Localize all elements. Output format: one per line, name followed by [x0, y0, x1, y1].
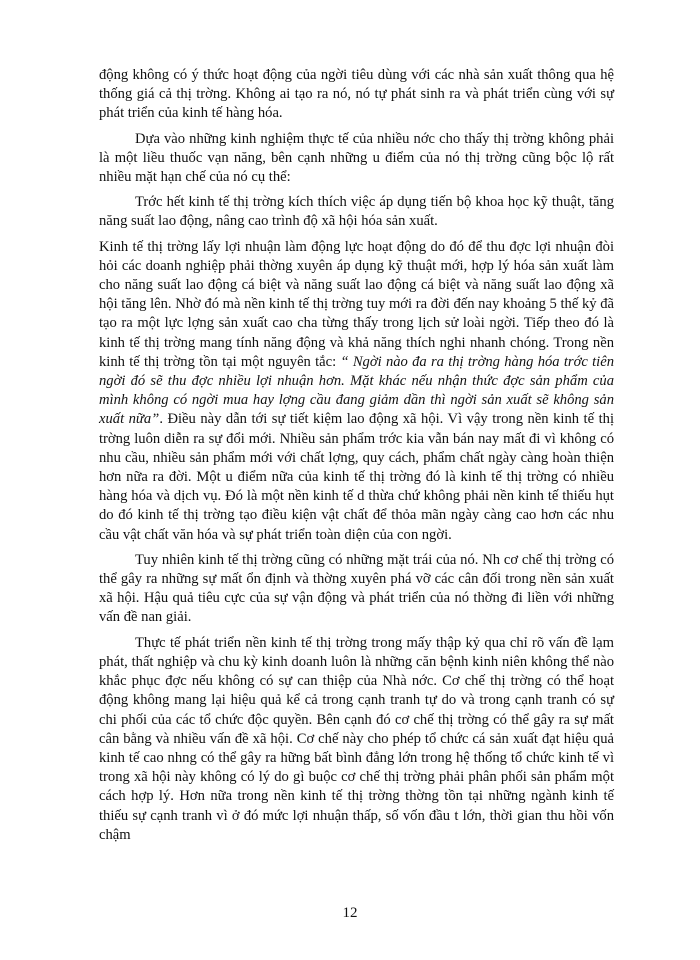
page-number: 12 [342, 905, 358, 921]
paragraph-4-quote: “ Ngời nào đa ra thị trờng hàng hóa trớc tiên ngời đó sẽ thu đợc nhiều lợi nhuận hơn. Mặt khác nếu nhận thức đợc sản phẩm của mình không có ngời mua hay lợng cầu đang giảm dần thì ngời sản xuất sẽ không sản xuất nữa” [99, 353, 614, 428]
paragraph-1: động không có ý thức hoạt động của ngời tiêu dùng với các nhà sản xuất thông qua hệ thống giá cả thị trờng. Không ai tạo ra nó, nó tự phát sinh ra và phát triển cùng với sự phát triển của kinh tế hàng hóa. [99, 67, 614, 122]
paragraph-3: Trớc hết kinh tế thị trờng kích thích việc áp dụng tiến bộ khoa học kỹ thuật, tăng năng suất lao động, nâng cao trình độ xã hội hóa sản xuất. [99, 194, 614, 230]
paragraph-4-text-before: Kinh tế thị trờng lấy lợi nhuận làm động lực hoạt động do đó để thu đợc lợi nhuận đòi hỏi các doanh nghiệp phải thờng xuyên áp dụng kỹ thuật mới, hợp lý hóa sản xuất làm cho năng suất lao động cá biệt và năng suất lao động cá biệt và năng suất lao động xã hội tăng lên. Nhờ đó mà nền kinh tế thị trờng tuy mới ra đời đến nay khoảng 5 thế kỷ đã tạo ra một lực lợng sản xuất cao cha từng thấy trong lịch sử loài ngời. Tiếp theo đó là kinh tế thị trờng mang tính năng động và khả năng thích nghi nhanh chóng. Trong nền kinh tế thị trờng tồn tại một nguyên tắc: [99, 238, 614, 370]
paragraph-4-text-after: . Điều này dẫn tới sự tiết kiệm lao động xã hội. Vì vậy trong nền kinh tế thị trờng luôn diễn ra sự đổi mới. Nhiều sản phẩm trớc kia vẫn bán nay mất đi vì không có nhu cầu, nhiều sản phẩm mới với chất lợng, quy cách, phẩm chất ngày càng hoàn thiện hơn nữa ra đời. Một u điểm nữa của kinh tế thị trờng đó là kinh tế thị trờng có nhiều hàng hóa và dịch vụ. Đó là một nền kinh tế d thừa chứ không phải nền kinh tế thiếu hụt do đó kinh tế thị trờng tạo điều kiện vật chất để thỏa mãn ngày càng cao hơn các nhu cầu vật chất văn hóa và sự phát triển toàn diện của con ngời. [99, 411, 614, 543]
paragraph-5: Tuy nhiên kinh tế thị trờng cũng có những mặt trái của nó. Nh cơ chế thị trờng có thể gây ra những sự mất ổn định và thờng xuyên phá vỡ các cân đối trong nền sản xuất xã hội. Hậu quả tiêu cực của sự vận động và phát triển của nó thờng đi liền với những vấn đề nan giải. [99, 551, 614, 626]
paragraph-2: Dựa vào những kinh nghiệm thực tế của nhiều nớc cho thấy thị trờng không phải là một liều thuốc vạn năng, bên cạnh những u điểm của nó thị trờng cũng bộc lộ rất nhiều mặt hạn chế của nó cụ thể: [99, 130, 614, 186]
paragraph-6: Thực tế phát triển nền kinh tế thị trờng trong mấy thập kỷ qua chỉ rõ vấn đề lạm phát, thất nghiệp và chu kỳ kinh doanh luôn là những căn bệnh kinh niên không thể nào khắc phục đợc nếu không có sự can thiệp của Nhà nớc. Cơ chế thị trờng có thể hoạt động không mang lại hiệu quả kể cả trong cạnh tranh tự do và trong cạnh tranh có sự chi phối của các tổ chức độc quyền. Bên cạnh đó cơ chế thị trờng có thể gây ra sự mất cân bằng và nhiều vấn đề xã hội. Cơ chế này cho phép tổ chức cá sản xuất đạt hiệu quả kinh tế cao nhng có thể gây ra hững bất bình đẳng lớn trong hệ thống tổ chức kinh tế vì trong xã hội này không có lý do gì buộc cơ chế thị trờng phải phân phối sản phẩm một cách hợp lý. Hơn nữa trong nền kinh tế thị trờng thờng tồn tại những ngành kinh tế thiếu sự cạnh tranh vì ở đó mức lợi nhuận thấp, số vốn đầu t lớn, thời gian thu hồi vốn chậm [99, 634, 614, 843]
paragraph-4 [99, 238, 614, 545]
